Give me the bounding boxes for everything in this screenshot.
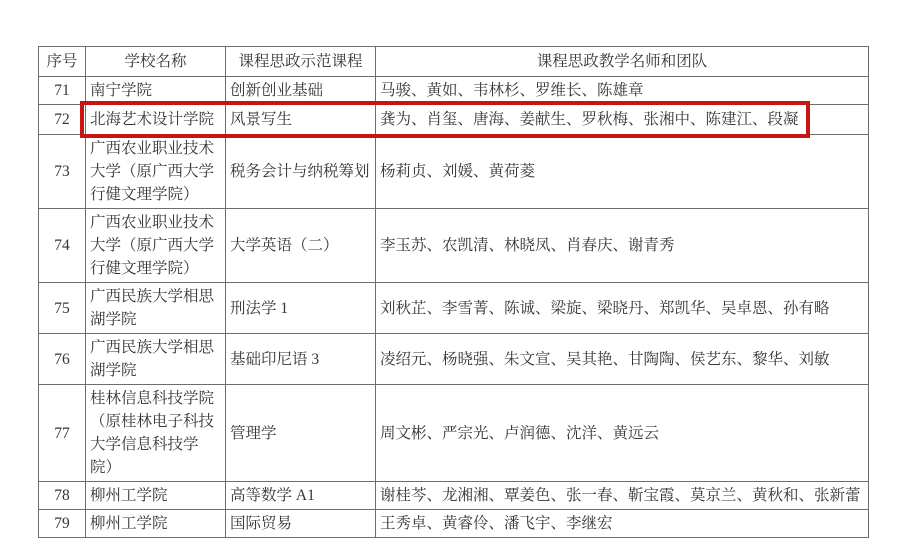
school-cell: 桂林信息科技学院（原桂林电子科技大学信息科技学院） <box>86 385 226 482</box>
teachers-cell: 谢桂芩、龙湘湘、覃姜色、张一春、靳宝霞、莫京兰、黄秋和、张新蕾 <box>376 482 869 510</box>
course-roster-table-container <box>38 46 868 538</box>
course-roster-table <box>38 46 869 538</box>
seq-cell: 74 <box>39 209 86 283</box>
teachers-cell: 王秀卓、黄睿伶、潘飞宇、李继宏 <box>376 510 869 538</box>
course-cell: 基础印尼语 3 <box>226 334 376 385</box>
table-row <box>39 385 869 482</box>
school-cell: 南宁学院 <box>86 77 226 105</box>
header-school: 学校名称 <box>86 47 226 77</box>
header-row <box>39 47 869 77</box>
seq-cell: 79 <box>39 510 86 538</box>
header-teachers: 课程思政教学名师和团队 <box>376 47 869 77</box>
school-cell: 广西民族大学相思湖学院 <box>86 283 226 334</box>
teachers-cell: 马骏、黄如、韦林杉、罗维长、陈雄章 <box>376 77 869 105</box>
course-cell: 管理学 <box>226 385 376 482</box>
header-seq: 序号 <box>39 47 86 77</box>
table-row <box>39 482 869 510</box>
teachers-cell: 杨莉贞、刘媛、黄荷菱 <box>376 135 869 209</box>
table-row <box>39 510 869 538</box>
school-cell: 广西农业职业技术大学（原广西大学行健文理学院） <box>86 135 226 209</box>
course-cell: 高等数学 A1 <box>226 482 376 510</box>
school-cell: 柳州工学院 <box>86 510 226 538</box>
course-cell: 风景写生 <box>226 105 376 135</box>
header-course: 课程思政示范课程 <box>226 47 376 77</box>
school-cell: 广西农业职业技术大学（原广西大学行健文理学院） <box>86 209 226 283</box>
teachers-cell: 凌绍元、杨晓强、朱文宣、吴其艳、甘陶陶、侯艺东、黎华、刘敏 <box>376 334 869 385</box>
teachers-cell: 李玉苏、农凯清、林晓凤、肖春庆、谢青秀 <box>376 209 869 283</box>
course-cell: 税务会计与纳税筹划 <box>226 135 376 209</box>
seq-cell: 72 <box>39 105 86 135</box>
seq-cell: 76 <box>39 334 86 385</box>
seq-cell: 78 <box>39 482 86 510</box>
school-cell: 广西民族大学相思湖学院 <box>86 334 226 385</box>
table-row <box>39 334 869 385</box>
school-cell: 柳州工学院 <box>86 482 226 510</box>
course-cell: 国际贸易 <box>226 510 376 538</box>
course-cell: 刑法学 1 <box>226 283 376 334</box>
seq-cell: 71 <box>39 77 86 105</box>
teachers-cell: 刘秋芷、李雪菁、陈诚、梁旋、梁晓丹、郑凯华、吴卓恩、孙有略 <box>376 283 869 334</box>
seq-cell: 77 <box>39 385 86 482</box>
seq-cell: 73 <box>39 135 86 209</box>
teachers-cell: 龚为、肖玺、唐海、姜献生、罗秋梅、张湘中、陈建江、段凝 <box>376 105 869 135</box>
course-cell: 大学英语（二） <box>226 209 376 283</box>
table-row <box>39 105 869 135</box>
table-row <box>39 135 869 209</box>
school-cell: 北海艺术设计学院 <box>86 105 226 135</box>
seq-cell: 75 <box>39 283 86 334</box>
table-row <box>39 77 869 105</box>
table-row <box>39 283 869 334</box>
table-row <box>39 209 869 283</box>
course-cell: 创新创业基础 <box>226 77 376 105</box>
teachers-cell: 周文彬、严宗光、卢润德、沈洋、黄远云 <box>376 385 869 482</box>
